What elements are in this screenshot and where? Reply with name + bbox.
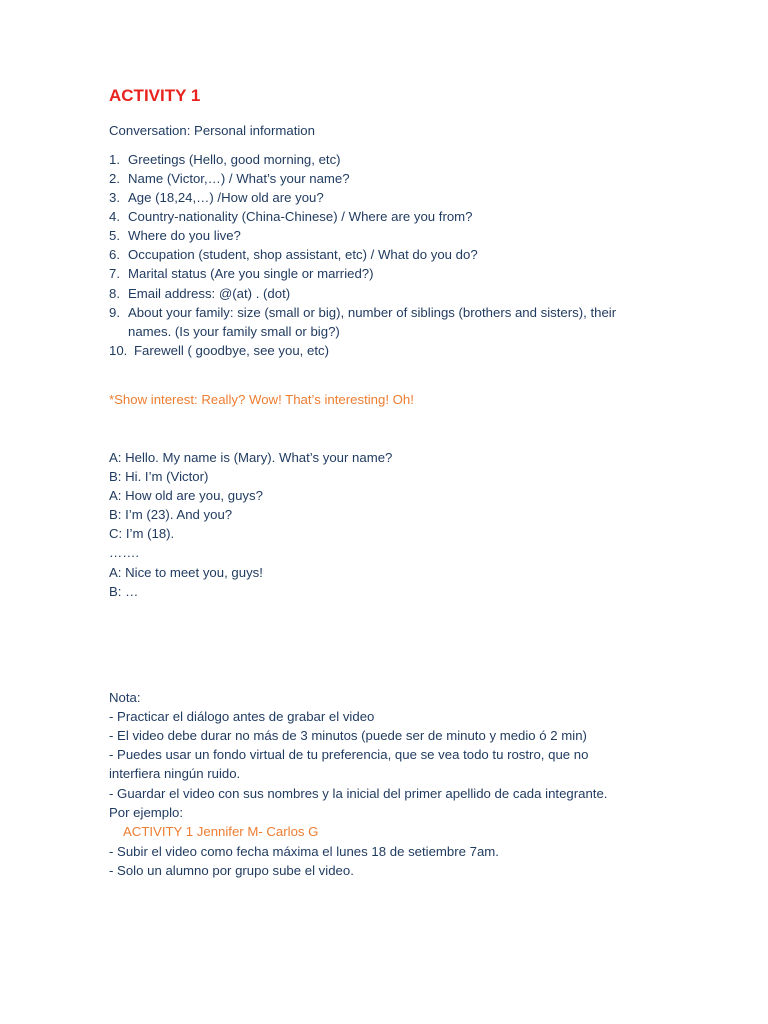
dialogue-line: A: Nice to meet you, guys! (109, 565, 263, 580)
list-item (109, 226, 241, 245)
nota-line: - Guardar el video con sus nombres y la inicial del primer apellido de cada integrante. (109, 786, 608, 801)
dialogue-line: B: Hi. I’m (Victor) (109, 469, 209, 484)
nota-line: - Puedes usar un fondo virtual de tu preferencia, que se vea todo tu rostro, que no (109, 747, 589, 762)
list-number: 7. (109, 266, 120, 281)
page-title: ACTIVITY 1 (109, 86, 201, 105)
list-text: Farewell ( goodbye, see you, etc) (134, 343, 329, 358)
list-item (109, 150, 341, 169)
list-number: 5. (109, 228, 120, 243)
list-text: Country-nationality (China-Chinese) / Where are you from? (128, 209, 473, 224)
subtitle: Conversation: Personal information (109, 123, 315, 138)
list-number: 3. (109, 190, 120, 205)
list-item (109, 207, 473, 226)
list-item (109, 245, 478, 264)
list-item (109, 284, 290, 303)
list-item (109, 264, 374, 283)
list-text: Occupation (student, shop assistant, etc) / What do you do? (128, 247, 478, 262)
list-item (109, 188, 324, 207)
list-text: Age (18,24,…) /How old are you? (128, 190, 324, 205)
list-number: 9. (109, 305, 120, 320)
dialogue-line: C: I’m (18). (109, 526, 175, 541)
dialogue-line: B: I’m (23). And you? (109, 507, 233, 522)
nota-line: - Solo un alumno por grupo sube el video. (109, 863, 354, 878)
dialogue-line: A: Hello. My name is (Mary). What’s your name? (109, 450, 393, 465)
dialogue-line: ……. (109, 545, 140, 560)
list-text: Greetings (Hello, good morning, etc) (128, 152, 341, 167)
list-number: 4. (109, 209, 120, 224)
show-interest-note: *Show interest: Really? Wow! That’s interesting! Oh! (109, 392, 414, 407)
list-item (109, 303, 616, 322)
list-text: Marital status (Are you single or married?) (128, 266, 374, 281)
list-number: 10. (109, 343, 128, 358)
dialogue-line: B: … (109, 584, 139, 599)
nota-line: Por ejemplo: (109, 805, 184, 820)
list-number: 6. (109, 247, 120, 262)
nota-line: - Practicar el diálogo antes de grabar el video (109, 709, 375, 724)
list-item (109, 169, 350, 188)
list-text: Email address: @(at) . (dot) (128, 286, 291, 301)
list-item (109, 341, 329, 360)
nota-line: - Subir el video como fecha máxima el lunes 18 de setiembre 7am. (109, 844, 499, 859)
list-number: 1. (109, 152, 120, 167)
list-text: Name (Victor,…) / What’s your name? (128, 171, 350, 186)
example-filename: ACTIVITY 1 Jennifer M- Carlos G (123, 824, 319, 839)
list-item-continuation: names. (Is your family small or big?) (128, 324, 340, 339)
nota-heading: Nota: (109, 690, 141, 705)
list-number: 2. (109, 171, 120, 186)
list-number: 8. (109, 286, 120, 301)
dialogue-line: A: How old are you, guys? (109, 488, 263, 503)
list-text: Where do you live? (128, 228, 241, 243)
nota-line: interfiera ningún ruido. (109, 766, 241, 781)
nota-line: - El video debe durar no más de 3 minutos (puede ser de minuto y medio ó 2 min) (109, 728, 587, 743)
list-text: About your family: size (small or big), number of siblings (brothers and sisters), their (128, 305, 617, 320)
